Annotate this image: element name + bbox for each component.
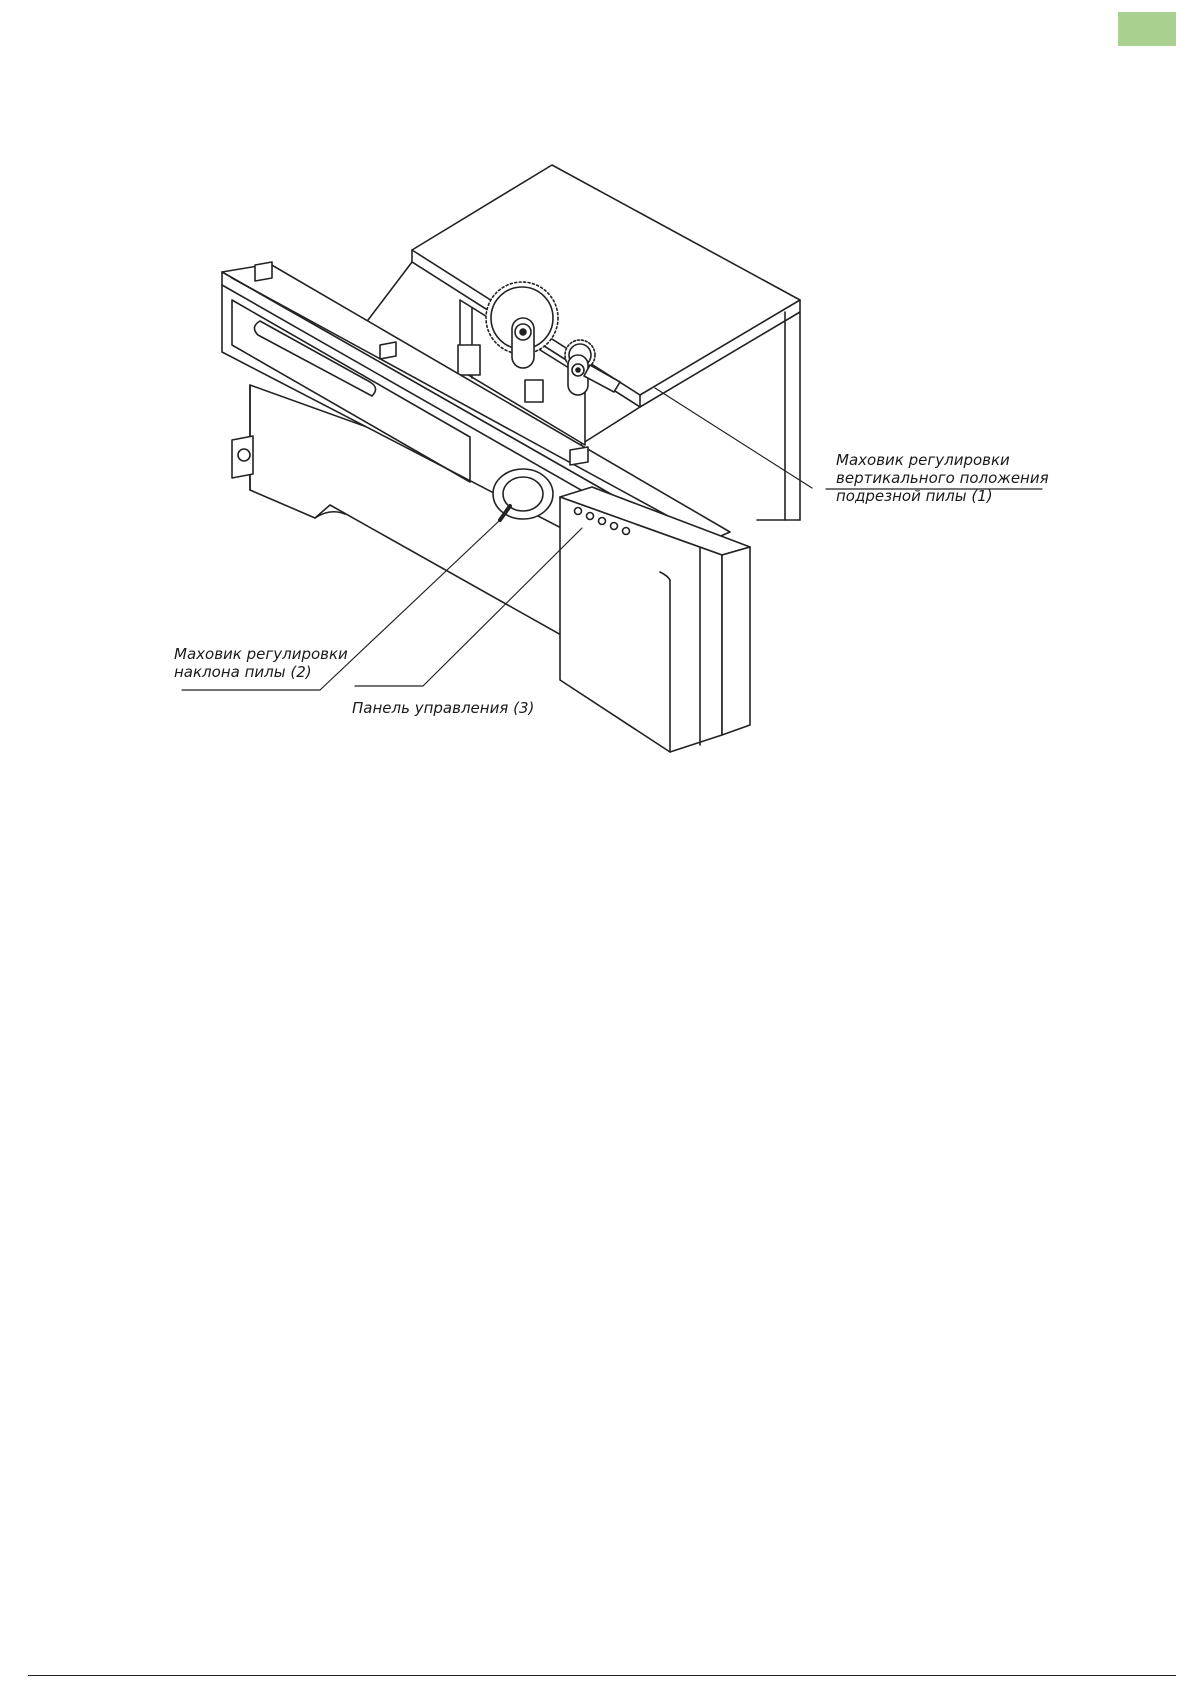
callout-line: вертикального положения xyxy=(836,469,1049,487)
tilt-handwheel xyxy=(493,469,553,520)
callout-line: Маховик регулировки xyxy=(174,645,348,663)
callout-control-panel xyxy=(352,699,534,717)
footer-divider xyxy=(28,1675,1176,1676)
callout-tilt-handwheel xyxy=(174,645,348,681)
callout-line: наклона пилы (2) xyxy=(174,663,312,681)
callout-scoring-saw-handwheel xyxy=(836,451,1049,505)
callout-line: Панель управления (3) xyxy=(352,699,535,717)
callout-line: Маховик регулировки xyxy=(836,451,1010,469)
callout-line: подрезной пилы (1) xyxy=(836,487,993,505)
